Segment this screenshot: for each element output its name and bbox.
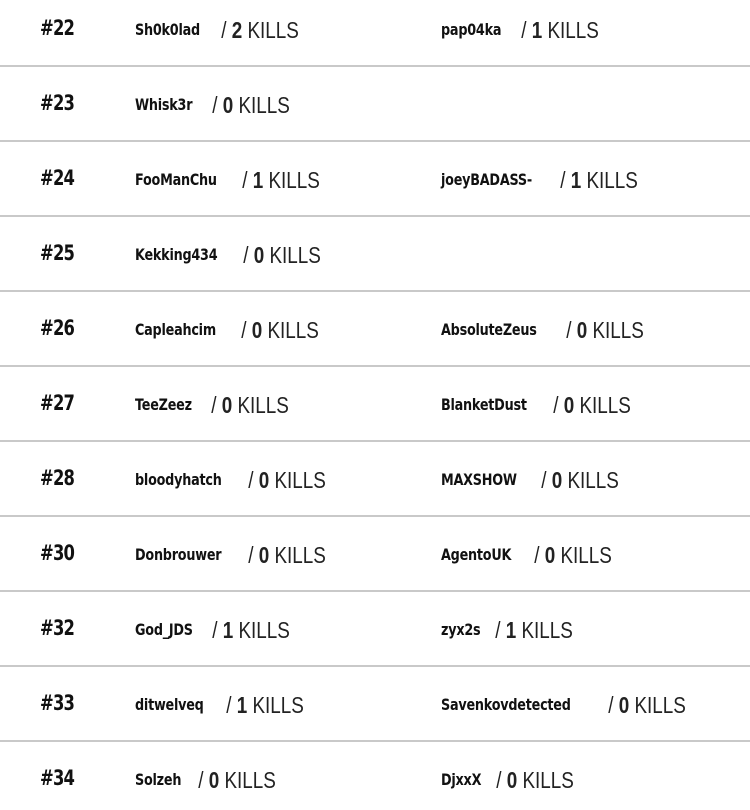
rank-label: #33 bbox=[40, 691, 75, 715]
kills-number: 0 bbox=[563, 392, 575, 418]
kills-count bbox=[221, 692, 304, 719]
kills-number: 2 bbox=[231, 17, 243, 43]
row-divider bbox=[0, 665, 750, 667]
separator: / bbox=[608, 692, 614, 718]
kills-suffix: KILLS bbox=[567, 467, 619, 493]
player-name: God_JDS bbox=[135, 620, 193, 639]
player-name: TeeZeez bbox=[135, 395, 192, 414]
player-entry bbox=[441, 617, 591, 643]
row-divider bbox=[0, 740, 750, 742]
player-entry bbox=[441, 692, 704, 718]
player-name: Sh0k0lad bbox=[135, 20, 200, 39]
kills-number: 0 bbox=[222, 92, 233, 118]
player-entry bbox=[441, 767, 592, 793]
player-entry bbox=[135, 167, 338, 193]
kills-suffix: KILLS bbox=[521, 617, 574, 643]
separator: / bbox=[211, 92, 218, 118]
kills-suffix: KILLS bbox=[268, 167, 321, 193]
separator: / bbox=[565, 317, 571, 343]
player-name: zyx2s bbox=[441, 620, 481, 639]
kills-number: 0 bbox=[544, 542, 555, 568]
separator: / bbox=[496, 767, 502, 793]
kills-number: 1 bbox=[236, 692, 247, 718]
rank-label: #26 bbox=[40, 316, 75, 340]
rank-label: #30 bbox=[40, 541, 75, 565]
kills-suffix: KILLS bbox=[579, 392, 631, 418]
row-divider bbox=[0, 290, 750, 292]
player-entry bbox=[135, 692, 322, 718]
player-entry bbox=[441, 17, 617, 43]
row-divider bbox=[0, 65, 750, 67]
kills-suffix: KILLS bbox=[252, 692, 304, 718]
kills-count bbox=[536, 467, 619, 494]
separator: / bbox=[225, 692, 232, 718]
separator: / bbox=[533, 542, 540, 568]
kills-count bbox=[238, 242, 321, 269]
rank-label: #32 bbox=[40, 616, 75, 640]
kills-number: 0 bbox=[251, 317, 263, 343]
player-name: Capleahcim bbox=[135, 320, 216, 339]
separator: / bbox=[248, 467, 254, 493]
player-name: pap04ka bbox=[441, 20, 502, 39]
kills-count bbox=[491, 767, 574, 794]
kills-count bbox=[216, 17, 299, 44]
separator: / bbox=[221, 17, 227, 43]
player-name: MAXSHOW bbox=[441, 470, 517, 489]
separator: / bbox=[211, 392, 217, 418]
player-entry bbox=[135, 617, 308, 643]
rank-label: #24 bbox=[40, 166, 75, 190]
player-entry bbox=[135, 542, 344, 568]
kills-count bbox=[237, 167, 320, 194]
kills-number: 0 bbox=[576, 317, 587, 343]
separator: / bbox=[243, 242, 249, 268]
player-name: Kekking434 bbox=[135, 245, 218, 264]
kills-count bbox=[236, 317, 319, 344]
player-entry bbox=[135, 242, 339, 268]
kills-number: 1 bbox=[222, 617, 234, 643]
player-name: bloodyhatch bbox=[135, 470, 222, 489]
kills-number: 0 bbox=[618, 692, 630, 718]
rank-label: #25 bbox=[40, 241, 75, 265]
kills-count bbox=[555, 167, 638, 194]
rank-label: #27 bbox=[40, 391, 75, 415]
player-entry bbox=[441, 317, 662, 343]
kills-suffix: KILLS bbox=[237, 392, 289, 418]
kills-number: 0 bbox=[253, 242, 265, 268]
kills-number: 0 bbox=[258, 542, 270, 568]
row-divider bbox=[0, 515, 750, 517]
kills-count bbox=[548, 392, 631, 419]
player-name: AgentoUK bbox=[441, 545, 512, 564]
kills-number: 1 bbox=[505, 617, 517, 643]
separator: / bbox=[242, 167, 248, 193]
kills-suffix: KILLS bbox=[224, 767, 276, 793]
player-entry bbox=[441, 467, 637, 493]
kills-count bbox=[603, 692, 686, 719]
kills-number: 1 bbox=[570, 167, 581, 193]
kills-count bbox=[490, 617, 573, 644]
kills-number: 0 bbox=[506, 767, 518, 793]
kills-count bbox=[207, 617, 290, 644]
kills-count bbox=[529, 542, 612, 569]
player-name: DjxxX bbox=[441, 770, 482, 789]
player-entry bbox=[135, 317, 337, 343]
kills-suffix: KILLS bbox=[591, 317, 644, 343]
kills-count bbox=[206, 392, 289, 419]
separator: / bbox=[495, 617, 501, 643]
separator: / bbox=[248, 542, 254, 568]
kills-number: 0 bbox=[258, 467, 270, 493]
player-entry bbox=[135, 92, 308, 118]
player-entry bbox=[441, 392, 649, 418]
player-name: Whisk3r bbox=[135, 95, 193, 114]
separator: / bbox=[198, 767, 204, 793]
player-entry bbox=[441, 542, 630, 568]
separator: / bbox=[540, 467, 547, 493]
row-divider bbox=[0, 140, 750, 142]
row-divider bbox=[0, 365, 750, 367]
player-entry bbox=[441, 167, 656, 193]
player-entry bbox=[135, 767, 294, 793]
kills-suffix: KILLS bbox=[586, 167, 638, 193]
row-divider bbox=[0, 215, 750, 217]
rank-label: #23 bbox=[40, 91, 75, 115]
player-entry bbox=[135, 17, 317, 43]
kills-suffix: KILLS bbox=[247, 17, 299, 43]
kills-number: 0 bbox=[221, 392, 233, 418]
kills-count bbox=[516, 17, 599, 44]
kills-count bbox=[243, 467, 326, 494]
player-entry bbox=[135, 392, 307, 418]
player-name: FooManChu bbox=[135, 170, 217, 189]
kills-suffix: KILLS bbox=[274, 542, 326, 568]
rank-label: #28 bbox=[40, 466, 75, 490]
separator: / bbox=[559, 167, 566, 193]
kills-count bbox=[207, 92, 290, 119]
kills-number: 0 bbox=[551, 467, 562, 493]
kills-suffix: KILLS bbox=[634, 692, 686, 718]
player-name: AbsoluteZeus bbox=[441, 320, 537, 339]
kills-count bbox=[193, 767, 276, 794]
kills-suffix: KILLS bbox=[238, 92, 290, 118]
kills-number: 1 bbox=[532, 17, 543, 43]
kills-suffix: KILLS bbox=[274, 467, 327, 493]
kills-suffix: KILLS bbox=[547, 17, 600, 43]
kills-suffix: KILLS bbox=[267, 317, 320, 343]
kills-suffix: KILLS bbox=[560, 542, 612, 568]
separator: / bbox=[553, 392, 559, 418]
rank-label: #22 bbox=[40, 16, 75, 40]
kills-suffix: KILLS bbox=[522, 767, 575, 793]
player-entry bbox=[135, 467, 344, 493]
separator: / bbox=[521, 17, 527, 43]
player-name: BlanketDust bbox=[441, 395, 527, 414]
kills-number: 1 bbox=[252, 167, 264, 193]
player-name: Savenkovdetected bbox=[441, 695, 571, 714]
player-name: Solzeh bbox=[135, 770, 182, 789]
player-name: joeyBADASS- bbox=[441, 170, 532, 189]
player-name: Donbrouwer bbox=[135, 545, 222, 564]
separator: / bbox=[212, 617, 218, 643]
separator: / bbox=[241, 317, 247, 343]
row-divider bbox=[0, 440, 750, 442]
player-name: ditwelveq bbox=[135, 695, 204, 714]
kills-suffix: KILLS bbox=[238, 617, 291, 643]
kills-suffix: KILLS bbox=[269, 242, 321, 268]
kills-number: 0 bbox=[208, 767, 219, 793]
kills-count bbox=[243, 542, 326, 569]
row-divider bbox=[0, 590, 750, 592]
rank-label: #34 bbox=[40, 766, 75, 790]
kills-count bbox=[561, 317, 644, 344]
